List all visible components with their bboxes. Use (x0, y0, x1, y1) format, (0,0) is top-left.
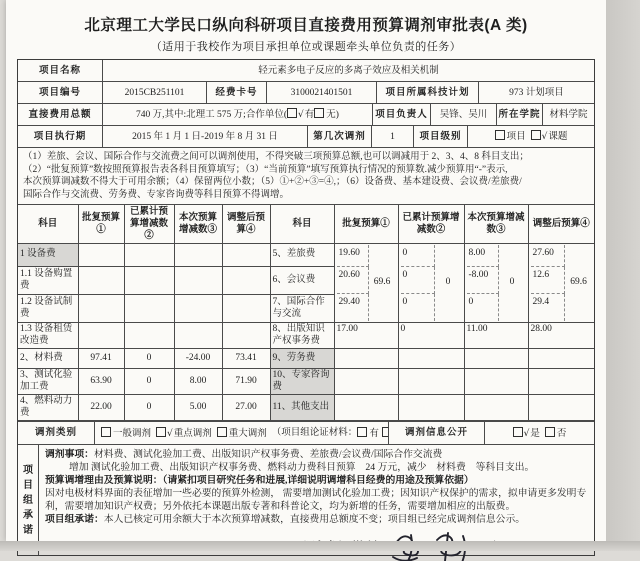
level-project-box (495, 130, 505, 140)
budget-row-7: 4、燃料动力费 22.00 0 5.00 27.00 11、其他支出 (18, 395, 594, 421)
reason-heading (45, 474, 588, 487)
major-adjust-box (217, 427, 227, 437)
promise-label: 项目组承诺： (45, 514, 104, 525)
hdr-accum-right: 已累计预算增减数② (398, 205, 464, 244)
level-topic-box (531, 130, 541, 140)
disclosure-options (484, 422, 594, 444)
info-row-total-budget (18, 103, 594, 125)
evidence-yes-label: 有 (369, 428, 379, 439)
coop-no-box (314, 108, 324, 118)
checkbox-disclose-no (545, 427, 567, 440)
adjust-items-line-2: 增加 测试化验加工费、出版知识产权事务费、燃料动力费科目预算 24 万元，减少 材料费 等科目支出。 (69, 462, 535, 473)
budget-row-6: 3、测试化验加工费 63.90 0 8.00 71.90 10、专家咨询费 (18, 369, 594, 395)
checkbox-coop-no (314, 108, 336, 121)
commitment-side-label-text: 项目组承诺 (23, 464, 33, 536)
commitment-content (39, 445, 594, 555)
level-topic-label: 课题 (548, 132, 568, 142)
period-value: 2015 年 1 月 1 日-2019 年 8 月 31 日 (102, 126, 307, 147)
scanned-document-paper (6, 0, 606, 541)
checkbox-major-adjust (217, 427, 267, 440)
subject-equipment-lease: 1.3 设备租赁改造费 (18, 323, 78, 349)
approval-form (17, 59, 595, 556)
disclose-yes-label: 是 (530, 428, 540, 439)
checkbox-key-adjust (156, 427, 212, 440)
approved-subtotal: 69.6 (373, 277, 391, 288)
disclose-no-box (545, 427, 555, 437)
disclosure-label: 调剂信息公开 (388, 422, 484, 444)
total-budget-suffix: ) (335, 109, 339, 120)
hdr-adjusted-left: 调整后预算④ (222, 205, 270, 244)
subject-labor: 9、劳务费 (270, 349, 334, 369)
fund-card-label: 经费卡号 (206, 82, 266, 103)
pi-value: 吴锋、吴川 (430, 104, 496, 125)
school-value: 材料学院 (542, 104, 594, 125)
adjust-times-value: 1 (371, 126, 413, 147)
reason-text: 因对电极材料界面的表征增加一些必要的预算外检测， 需要增加测试化验加工费；因知识产权保护的需求，拟申请更多发明专利，需要增加知识产权费；另外依托本课题出版专著和科普论文，均为新增的任务，需要增加相应的出版费。 (45, 488, 587, 512)
total-budget-value (102, 104, 372, 125)
info-row-period (18, 125, 594, 147)
travel-meeting-intl-accum: 0 0 0 0 (398, 244, 464, 323)
hdr-current-right: 本次预算增减数③ (464, 205, 528, 244)
note-line-3: 本次预算调减数不得大于可用余额；（4）保留两位小数；（5）①+②+③=④,；（6）设备费、基本建设费、会议费/差旅费/ (23, 177, 522, 187)
subject-equipment-trial: 1.2 设备试制费 (18, 295, 78, 323)
accum-subtotal: 0 (445, 277, 451, 288)
adjusted-subtotal: 69.6 (570, 277, 587, 288)
form-title: 北京理工大学民口纵向科研项目直接费用预算调剂审批表(A 类) (84, 17, 528, 34)
budget-table (18, 204, 594, 421)
level-options (467, 126, 594, 147)
fund-card-value: 3100021401501 (266, 82, 376, 103)
evidence-prefix: （项目组论证材料： (271, 428, 358, 438)
general-adjust-box (101, 427, 111, 437)
subject-expert-consult: 10、专家咨询费 (270, 369, 334, 395)
disclose-yes-tick: √ (523, 428, 530, 439)
commitment-side-label (18, 445, 39, 555)
checkbox-level-project (495, 130, 526, 143)
info-row-project-name (18, 60, 594, 81)
general-adjust-label: 一般调剂 (113, 428, 152, 439)
coop-yes-tick: √ (298, 110, 304, 120)
checkbox-coop-yes (287, 108, 314, 121)
adjust-items-line (45, 448, 588, 461)
level-topic-tick: √ (541, 132, 548, 142)
level-project-label: 项目 (506, 132, 526, 142)
subject-publication-ip: 8、出版知识产权事务费 (270, 323, 334, 349)
major-adjust-label: 重大调剂 (228, 428, 267, 439)
period-label: 项目执行期 (33, 131, 87, 142)
project-no-value: 2015CB251101 (102, 82, 206, 103)
travel-meeting-intl-current: 8.00 -8.00 0 0 (464, 244, 528, 323)
coop-yes-label: 有 (304, 110, 315, 120)
scan-edge-bottom (0, 541, 640, 551)
school-label: 所在学院 (496, 104, 542, 125)
adjust-category-row (18, 421, 594, 444)
commitment-section (18, 444, 594, 555)
reason-label: 预算调增理由及预算说明： (45, 475, 163, 486)
subject-equipment-purchase: 1.1 设备购置费 (18, 267, 78, 295)
subject-fuel-power: 4、燃料动力费 (18, 395, 78, 421)
adjust-items-label: 调剂事项： (45, 449, 94, 460)
key-adjust-tick: √ (167, 428, 173, 439)
hdr-accum-left: 已累计预算增减数② (124, 205, 174, 244)
budget-row-1 (18, 244, 594, 267)
budget-header-row (18, 205, 594, 244)
note-line-2: （2）“批复预算”数按照预算报告表各科目预算填写；（3）“当前预算”填写预算执行情况的预算数.减少预算用“-”表示, (23, 164, 508, 175)
adjust-items-text: 材料费、测试化验加工费、出版知识产权事务费、差旅费/会议费/国际合作交流费 (93, 449, 443, 460)
program-value: 973 计划项目 (478, 82, 594, 103)
pi-label: 项目负责人 (372, 104, 430, 125)
subject-meeting: 6、会议费 (270, 267, 334, 295)
hdr-adjusted-right: 调整后预算④ (528, 205, 594, 244)
subject-intl-cooperation: 7、国际合作与交流 (270, 295, 334, 323)
disclose-no-label: 否 (556, 428, 567, 439)
hdr-subject-right: 科目 (270, 205, 334, 244)
budget-row-5: 2、材料费 97.41 0 -24.00 73.41 9、劳务费 (18, 349, 594, 369)
subject-equipment: 1 设备费 (18, 244, 78, 267)
subject-travel: 5、差旅费 (270, 244, 334, 267)
checkbox-disclose-yes (513, 427, 540, 440)
disclose-yes-box (513, 427, 523, 437)
level-label: 项目级别 (413, 126, 467, 147)
budget-rules-notes (18, 147, 594, 204)
promise-line (45, 513, 588, 526)
project-no-label: 项目编号 (38, 87, 81, 98)
category-label: 调剂类别 (34, 428, 77, 438)
checkbox-general-adjust (101, 427, 151, 440)
subject-testing: 3、测试化验加工费 (18, 369, 78, 395)
adjust-times-label: 第几次调剂 (307, 126, 371, 147)
hdr-approved-right: 批复预算① (334, 205, 398, 244)
hdr-approved-left: 批复预算① (78, 205, 124, 244)
project-name-value: 轻元素多电子反应的多离子效应及相关机制 (102, 60, 594, 81)
hdr-current-left: 本次预算增减数③ (174, 205, 222, 244)
note-line-4: 国际合作与交流费、劳务费、专家咨询费等科目预算不得调增。 (23, 189, 290, 200)
key-adjust-label: 重点调剂 (173, 428, 212, 439)
program-label: 项目所属科技计划 (376, 82, 478, 103)
hdr-subject-left: 科目 (18, 205, 78, 244)
current-subtotal: 0 (509, 277, 515, 288)
checkbox-evidence-yes (357, 427, 379, 440)
info-row-project-no (18, 81, 594, 103)
total-budget-text: 740 万,其中:北理工 575 万;合作单位( (136, 109, 287, 120)
promise-text: 本人已核定可用余额大于本次预算增减数，直接费用总额度不变；项目组已经完成调剂信息公示。 (103, 514, 526, 525)
note-line-1: （1）差旅、会议、国际合作与交流费之间可以调剂使用，不得突破三项预算总额,也可以调减用于 2、3、4、8 科目支出； (23, 152, 529, 162)
project-name-label: 项目名称 (38, 65, 81, 76)
subject-materials: 2、材料费 (18, 349, 78, 369)
total-budget-label: 直接费用总额 (28, 109, 92, 120)
checkbox-level-topic (531, 130, 568, 143)
reason-hint: （请紧扣项目研究任务和进展,详细说明调增科目经费的用途及预算依据） (162, 475, 474, 486)
key-adjust-box (156, 427, 166, 437)
travel-meeting-intl-adjusted: 27.60 12.6 29.4 69.6 (528, 244, 594, 323)
budget-row-4: 1.3 设备租赁改造费 8、出版知识产权事务费 17.00 0 11.00 28.00 (18, 323, 594, 349)
category-options (94, 422, 388, 444)
scan-edge-right (606, 0, 640, 551)
travel-meeting-intl-approved: 19.60 20.60 29.40 69.6 (334, 244, 398, 323)
form-subtitle: （适用于我校作为项目承担单位或课题牵头单位负责的任务） (150, 41, 462, 53)
evidence-yes-box (357, 427, 367, 437)
subject-other: 11、其他支出 (270, 395, 334, 421)
coop-yes-box (287, 108, 297, 118)
coop-no-label: 无 (326, 110, 336, 120)
